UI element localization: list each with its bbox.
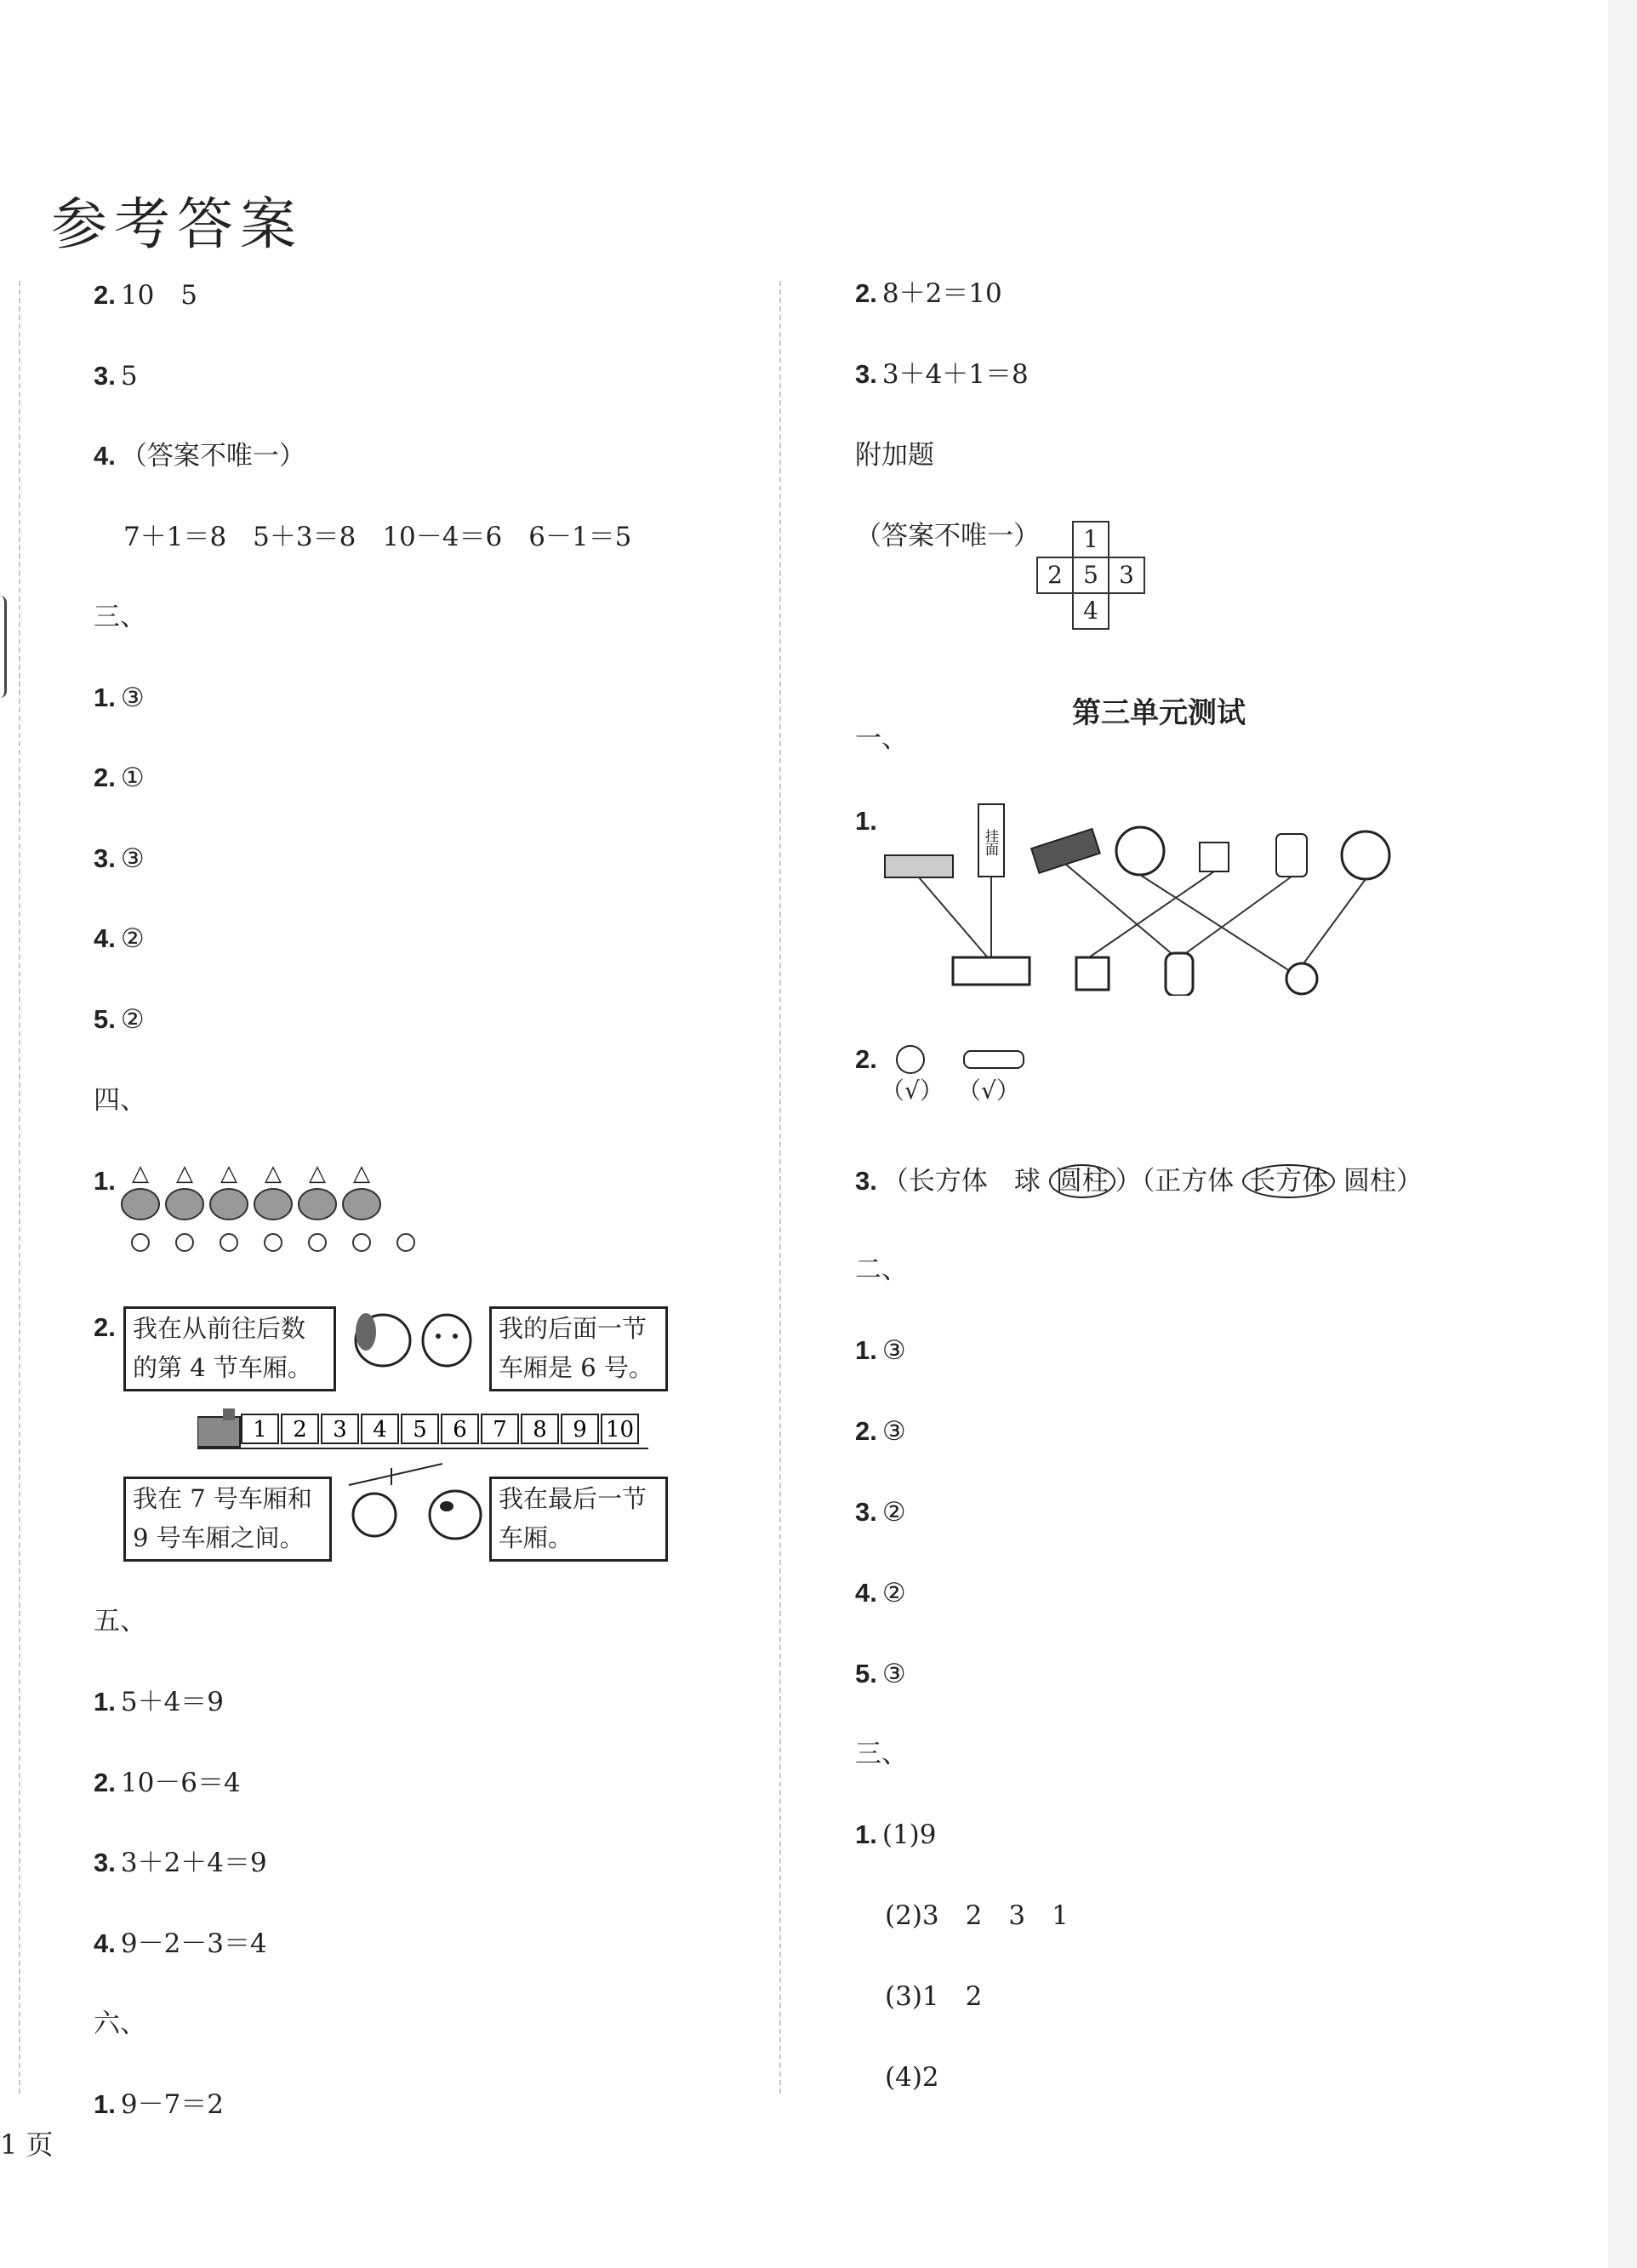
speech-bubble-dog: 我在从前往后数的第 4 节车厢。 <box>123 1306 336 1391</box>
grid-cell-top: 1 <box>1072 521 1109 558</box>
triangle-mark: △ <box>176 1162 193 1186</box>
monkey-cow-illustration <box>340 1460 489 1562</box>
sec3-item-3: 3. ③ <box>94 843 145 874</box>
q2-shapes <box>889 1043 1042 1077</box>
noodle-package-label: 挂面 <box>983 829 1000 856</box>
cylinder-shape-icon <box>1166 953 1193 996</box>
sphere-shape-icon <box>1286 963 1317 994</box>
volleyball-icon <box>1116 827 1164 875</box>
train-car-number: 5 <box>413 1417 427 1442</box>
train-car-number: 3 <box>333 1417 347 1442</box>
circle-mark <box>176 1234 193 1251</box>
train-car-number: 9 <box>573 1417 587 1442</box>
rubiks-cube-icon <box>1200 843 1229 871</box>
match-line <box>1174 877 1292 962</box>
speech-bubble-monkey: 我在 7 号车厢和9 号车厢之间。 <box>123 1477 332 1562</box>
speech-bubble-cow: 我在最后一节车厢。 <box>489 1477 668 1562</box>
pumpkin-icon <box>254 1189 292 1220</box>
cuboid-shape-icon <box>953 957 1030 985</box>
unit3-q3: 3. （长方体 球 圆柱 ）（正方体 长方体 圆柱） <box>855 1166 1423 1197</box>
sec5-item-4: 4. 9－2－3＝4 <box>94 1928 267 1959</box>
can-icon <box>1276 834 1307 877</box>
unit3-section-1: 一、 <box>855 723 908 754</box>
grid-cell-left: 2 <box>1036 557 1074 594</box>
book-stack-icon <box>885 855 953 877</box>
match-line <box>1089 871 1214 957</box>
sec4-item-2-number: 2. <box>94 1312 116 1342</box>
q2-mark-2: （√） <box>957 1077 1020 1105</box>
extra-question-note: （答案不唯一） <box>855 521 1040 551</box>
circle-mark <box>220 1234 237 1251</box>
grid-cell-center: 5 <box>1072 557 1109 594</box>
pumpkin-icon <box>210 1189 248 1220</box>
page-number: 1 页 <box>0 2128 54 2161</box>
section-heading-3: 三、 <box>94 602 146 632</box>
right-answer-3: 3. 3＋4＋1＝8 <box>855 359 1029 390</box>
train-car-number: 6 <box>453 1417 467 1442</box>
train-chimney-icon <box>223 1408 235 1420</box>
triangle-mark: △ <box>220 1162 237 1186</box>
left-margin-dashed-line <box>19 281 20 2094</box>
train-car-number: 1 <box>253 1417 267 1442</box>
train-cars <box>242 1414 638 1443</box>
grid-cell-bottom: 4 <box>1072 592 1109 630</box>
cylinder-icon <box>964 1051 1024 1068</box>
train-car-number: 8 <box>533 1417 547 1442</box>
q2-mark-1: （√） <box>881 1077 944 1105</box>
cow-icon <box>430 1491 481 1539</box>
cube-shape-icon <box>1076 957 1109 990</box>
unit3-sec3-sub-4: (4)2 <box>885 2062 939 2093</box>
speech-bubble-cat: 我的后面一节车厢是 6 号。 <box>489 1306 668 1391</box>
sec4-item-1-number: 1. <box>94 1166 116 1196</box>
train-car-number: 10 <box>605 1417 635 1442</box>
unit3-q2-number: 2. <box>855 1044 877 1074</box>
left-answer-4-equations: 7＋1＝8 5＋3＝8 10－4＝6 6－1＝5 <box>123 522 632 552</box>
left-answer-2: 2. 10 5 <box>94 280 198 311</box>
unit3-sec2-item-5: 5. ③ <box>855 1659 906 1689</box>
section-heading-5: 五、 <box>94 1606 146 1637</box>
circle-mark <box>132 1234 149 1251</box>
train-diagram <box>197 1404 657 1455</box>
unit3-sec2-item-1: 1. ③ <box>855 1335 906 1366</box>
unit3-section-3: 三、 <box>855 1739 908 1769</box>
unit3-sec2-item-4: 4. ② <box>855 1578 906 1608</box>
unit3-sec3-item-1: 1. (1)9 <box>855 1820 937 1850</box>
unit3-sec2-item-2: 2. ③ <box>855 1416 906 1447</box>
pumpkin-icon <box>166 1189 203 1220</box>
sec3-item-5: 5. ② <box>94 1004 145 1035</box>
sec3-item-1: 1. ③ <box>94 683 145 713</box>
circled-answer-cylinder: 圆柱 <box>1049 1164 1115 1198</box>
match-line <box>1302 879 1366 966</box>
circle-mark <box>309 1234 326 1251</box>
dog-cat-illustration <box>340 1298 489 1383</box>
column-divider <box>779 281 781 2094</box>
train-engine-icon <box>197 1417 240 1447</box>
unit3-sec3-sub-3: (3)1 2 <box>885 1981 983 2012</box>
train-car-number: 7 <box>493 1417 507 1442</box>
unit3-sec2-item-3: 3. ② <box>855 1497 906 1528</box>
left-answer-4: 4. （答案不唯一） <box>94 441 305 471</box>
binding-edge-mark <box>0 596 7 698</box>
train-car-number: 4 <box>373 1417 387 1442</box>
pumpkin-icon <box>299 1189 336 1220</box>
train-car-number: 2 <box>293 1417 307 1442</box>
sec3-item-2: 2. ① <box>94 763 145 793</box>
unit3-q1-number: 1. <box>855 806 877 836</box>
sec3-item-4: 4. ② <box>94 923 145 954</box>
page-title: 参考答案 <box>51 191 303 257</box>
sec6-item-1: 1. 9－7＝2 <box>94 2089 225 2120</box>
unit-3-test-title: 第三单元测试 <box>1072 696 1246 730</box>
monkey-icon <box>353 1494 396 1536</box>
triangle-mark: △ <box>353 1162 370 1186</box>
shape-matching-diagram <box>876 800 1421 996</box>
pumpkin-diagram <box>119 1162 425 1260</box>
sec5-item-3: 3. 3＋2＋4＝9 <box>94 1848 267 1878</box>
dog-ear-icon <box>356 1313 376 1351</box>
pumpkin-icon <box>343 1189 380 1220</box>
section-heading-6: 六、 <box>94 2008 146 2039</box>
pumpkin-icon <box>122 1189 159 1220</box>
triangle-mark: △ <box>132 1162 149 1186</box>
right-answer-2: 2. 8＋2＝10 <box>855 278 1002 309</box>
match-line <box>919 877 991 962</box>
cat-icon <box>423 1315 471 1366</box>
circle-mark <box>397 1234 414 1251</box>
extra-question-heading: 附加题 <box>855 440 934 471</box>
section-heading-4: 四、 <box>94 1085 146 1116</box>
pencil-box-icon <box>1031 829 1100 873</box>
circled-answer-cuboid: 长方体 <box>1242 1164 1335 1198</box>
sphere-icon <box>897 1046 924 1073</box>
left-answer-3: 3. 5 <box>94 361 138 391</box>
sec5-item-2: 2. 10－6＝4 <box>94 1768 241 1798</box>
unit3-section-2: 二、 <box>855 1254 908 1285</box>
triangle-mark: △ <box>265 1162 282 1186</box>
sec5-item-1: 1. 5＋4＝9 <box>94 1687 225 1717</box>
circle-mark <box>353 1234 370 1251</box>
triangle-mark: △ <box>309 1162 326 1186</box>
basketball-icon <box>1342 831 1389 879</box>
unit3-sec3-sub-2: (2)3 2 3 1 <box>885 1900 1069 1931</box>
circle-mark <box>265 1234 282 1251</box>
grid-cell-right: 3 <box>1108 557 1145 594</box>
